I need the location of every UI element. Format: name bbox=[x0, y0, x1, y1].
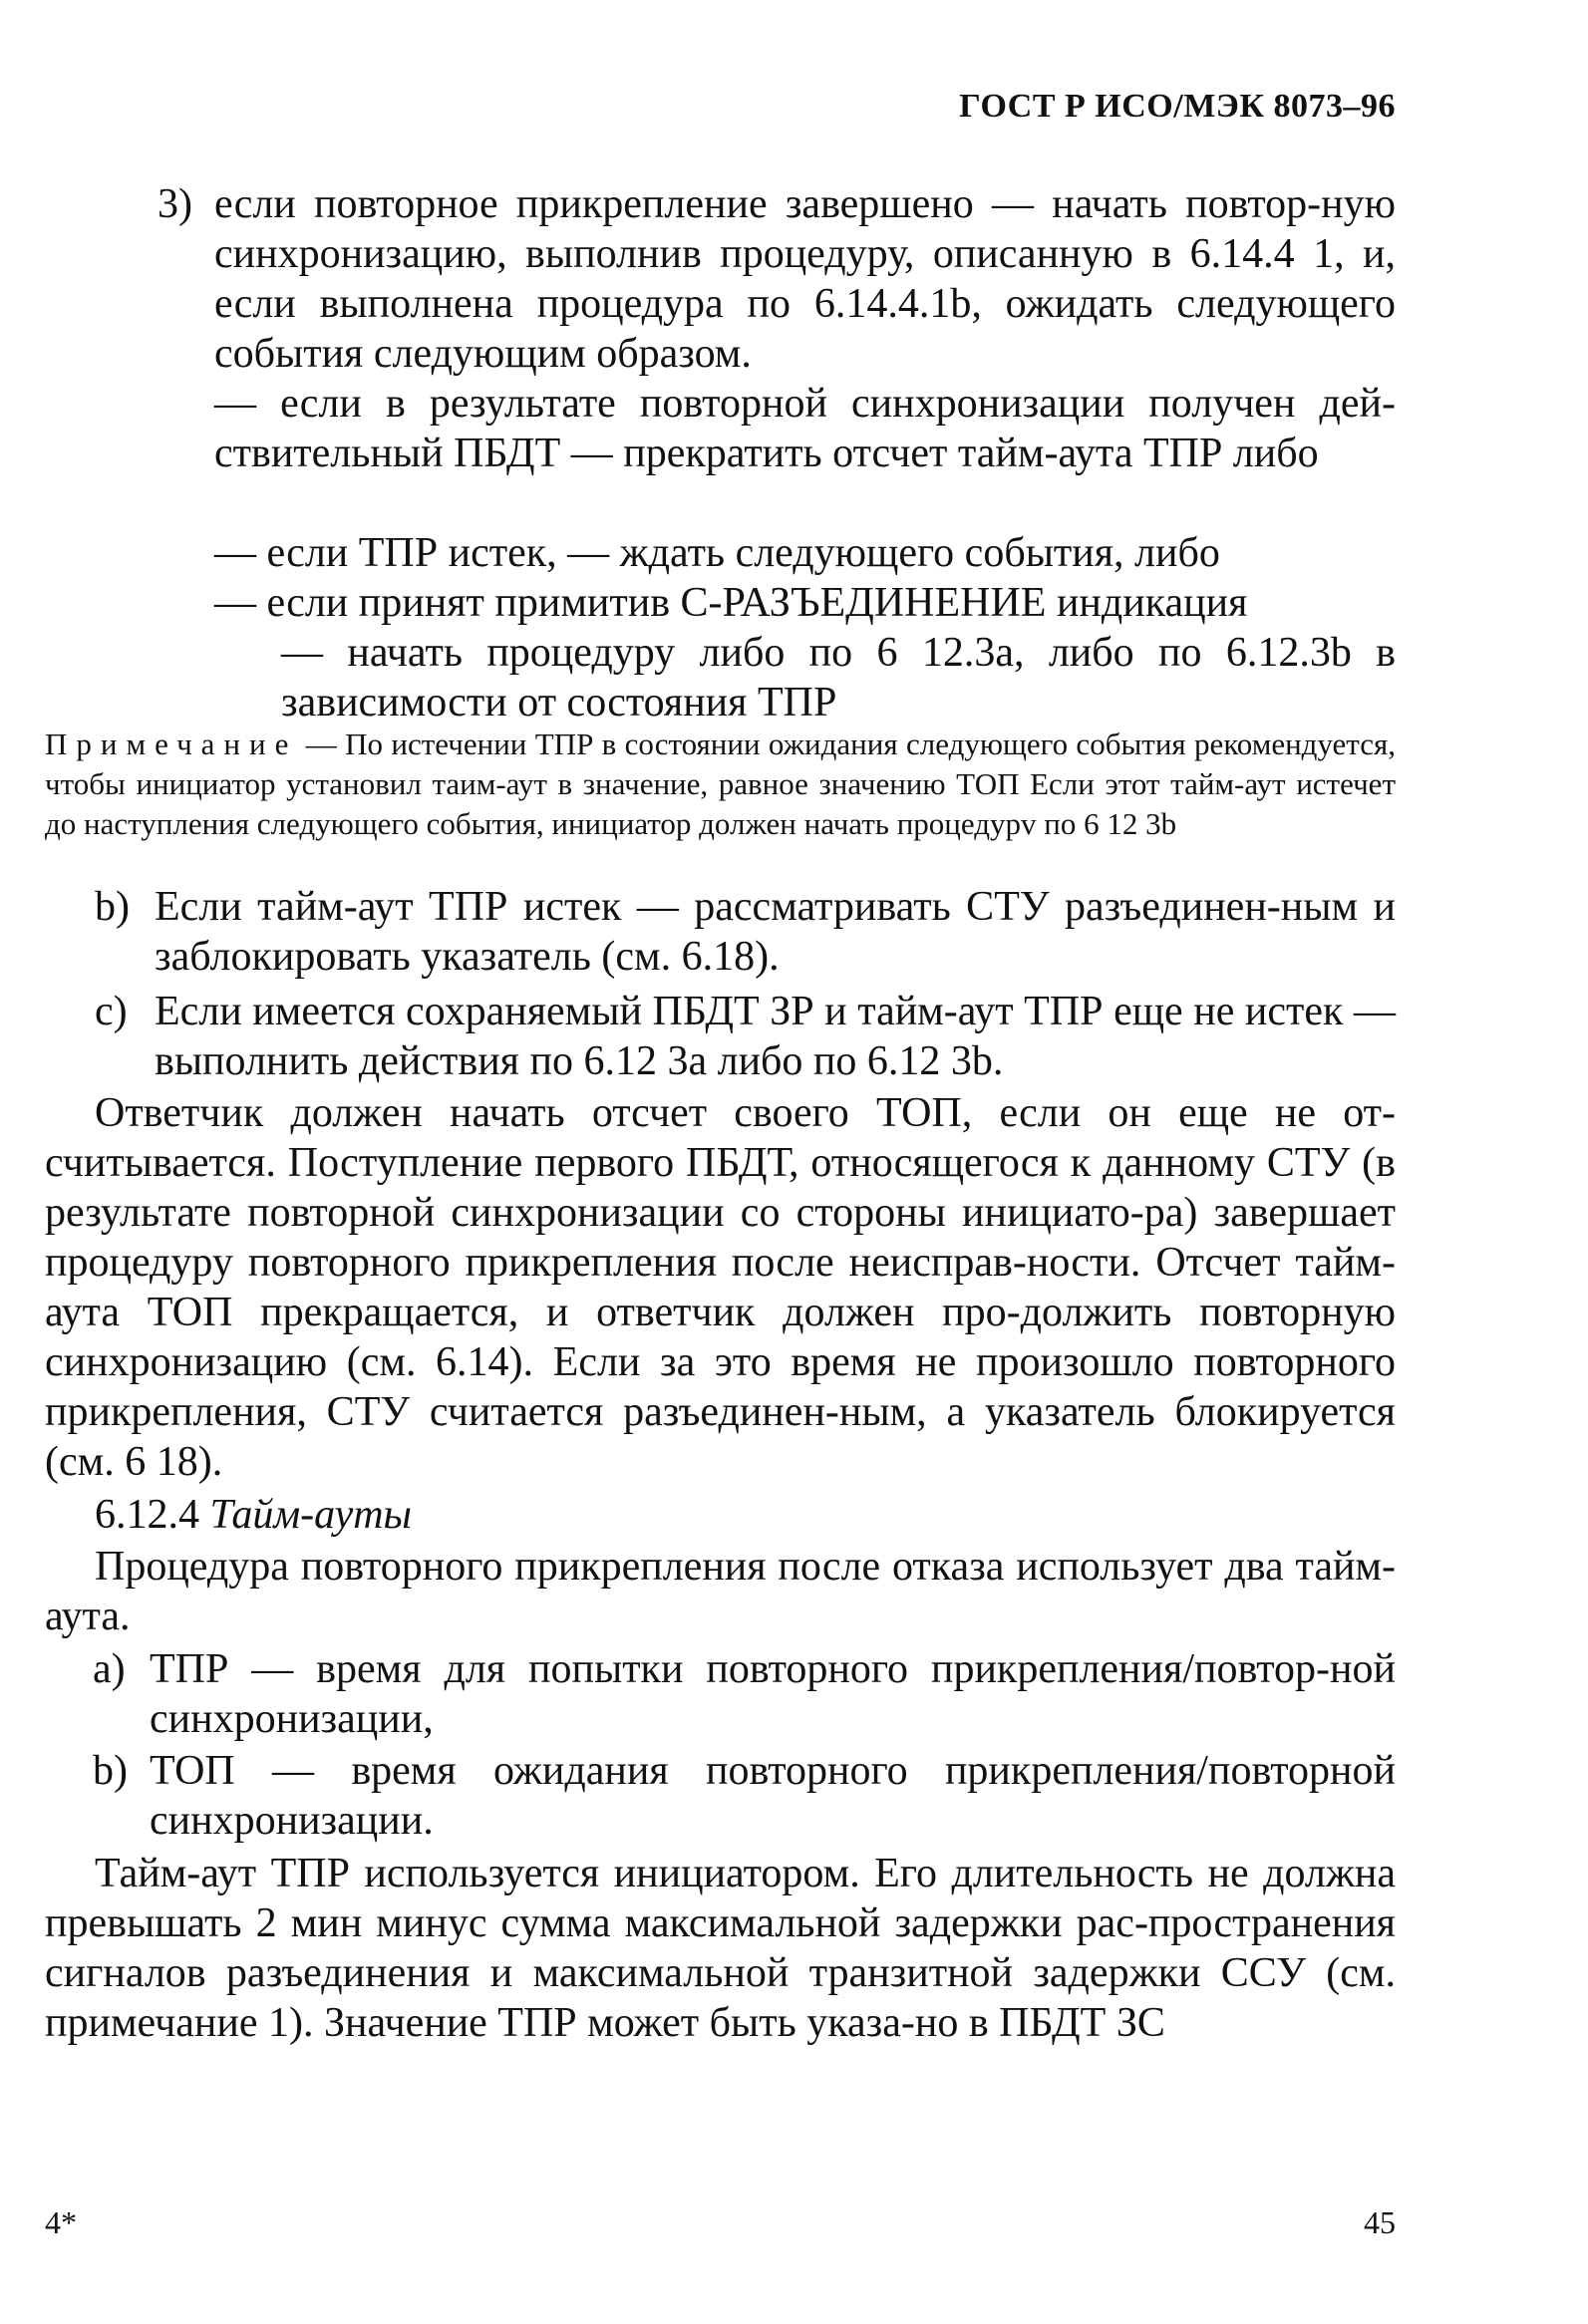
footer-mark: 4* bbox=[45, 2204, 77, 2240]
note-block bbox=[45, 725, 1396, 844]
list-item-text: ТОП — время ожидания повторного прикрепления/повторной синхронизации. bbox=[150, 1748, 1396, 1844]
list-item-b bbox=[95, 882, 1396, 982]
sub-item-dash-3: — если принят примитив С-РАЗЪЕДИНЕНИЕ индикация bbox=[214, 580, 1248, 626]
list-item-text: если повторное прикрепление завершено — начать повтор-ную синхронизацию, выполнив процедуру, описанную в 6.14.4 1, и, если выполнена процедура по 6.14.4.1b, ожидать следующего события следующим образом. bbox=[214, 181, 1396, 377]
sub-item-dash-1: — если в результате повторной синхронизации получен дей-ствительный ПБДТ — прекратить отсчет тайм-аута ТПР либо bbox=[214, 381, 1396, 476]
sub-item-dash-3-continuation: — начать процедуру либо по 6 12.3а, либо по 6.12.3b в зависимости от состояния ТПР bbox=[281, 630, 1396, 726]
list-item-b-timeout bbox=[93, 1746, 1396, 1846]
list-marker: 3) bbox=[158, 181, 192, 227]
page-header: ГОСТ Р ИСО/МЭК 8073–96 bbox=[959, 88, 1396, 125]
paragraph-responder: Ответчик должен начать отсчет своего ТОП, если он еще не от-считывается. Поступление первого ПБДТ, относящегося к данному СТУ (в результате повторной синхронизации со стороны инициато-ра) завершает процедуру повторного прикрепления после неисправ-ности. Отсчет тайм-аута ТОП прекращается, и ответчик должен про-должить повторную синхронизацию (см. 6.14). Если за это время не произошло повторного прикрепления, СТУ считается разъединен-ным, а указатель блокируется (см. 6 18). bbox=[45, 1090, 1396, 1485]
list-item-text: Если тайм-аут ТПР истек — рассматривать СТУ разъединен-ным и заблокировать указатель (см. 6.18). bbox=[155, 884, 1396, 980]
list-item-3 bbox=[158, 179, 1396, 379]
section-title: Тайм-ауты bbox=[209, 1492, 412, 1538]
note-label: Примечание bbox=[45, 726, 298, 761]
list-marker: b) bbox=[95, 884, 130, 930]
paragraph-tpr: Тайм-аут ТПР используется инициатором. Его длительность не должна превышать 2 мин минус сумма максимальной задержки рас-пространения сигналов разъединения и максимальной транзитной задержки ССУ (см. примечание 1). Значение ТПР может быть указа-но в ПБДТ ЗС bbox=[45, 1851, 1396, 2046]
sub-item-dash-2: — если ТПР истек, — ждать следующего события, либо bbox=[214, 530, 1220, 576]
page-number: 45 bbox=[1364, 2204, 1396, 2240]
section-number: 6.12.4 bbox=[95, 1492, 199, 1538]
note-text: — По истечении ТПР в состоянии ожидания следующего события рекомендуется, чтобы инициатор установил таим-аут в значение, равное значению ТОП Если этот тайм-аут истечет до наступления следующего события, инициатор должен начать процедурv по 6 12 3b bbox=[45, 726, 1396, 841]
list-marker: c) bbox=[95, 989, 128, 1034]
section-heading bbox=[95, 1490, 1396, 1540]
list-item-a-timeout bbox=[93, 1644, 1396, 1744]
list-marker: a) bbox=[93, 1646, 126, 1692]
list-item-text: ТПР — время для попытки повторного прикрепления/повтор-ной синхронизации, bbox=[150, 1646, 1396, 1742]
paragraph-timeouts-intro: Процедура повторного прикрепления после отказа использует два тайм-аута. bbox=[45, 1544, 1396, 1639]
list-item-c bbox=[95, 987, 1396, 1086]
list-marker: b) bbox=[93, 1748, 128, 1794]
list-item-text: Если имеется сохраняемый ПБДТ ЗР и тайм-аут ТПР еще не истек — выполнить действия по 6.12 3а либо по 6.12 3b. bbox=[155, 989, 1396, 1084]
